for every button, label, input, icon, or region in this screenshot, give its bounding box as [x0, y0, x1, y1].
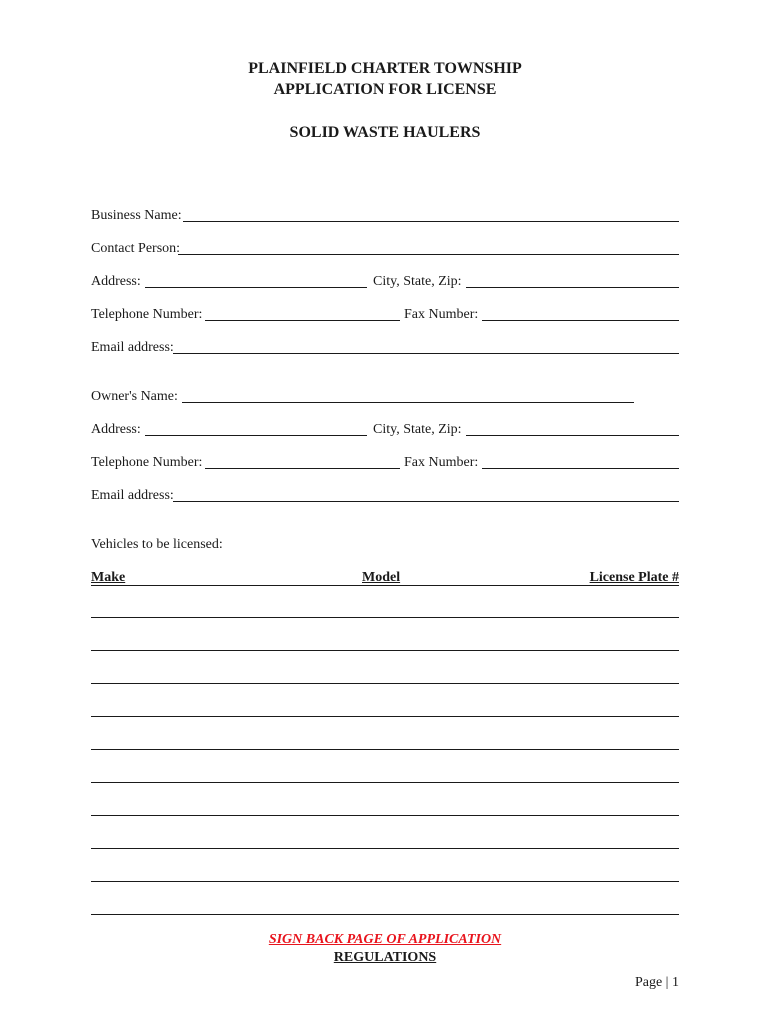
- owners-name-row: [91, 389, 679, 407]
- vehicle-entry-line[interactable]: [91, 749, 679, 750]
- owner-telephone-field[interactable]: [205, 468, 400, 469]
- contact-person-field[interactable]: [178, 254, 679, 255]
- business-email-row: [91, 340, 679, 358]
- owner-email-row: [91, 488, 679, 506]
- owner-telephone-label: Telephone Number:: [91, 455, 203, 470]
- owners-name-field[interactable]: [182, 402, 634, 403]
- business-telephone-row: [91, 307, 679, 325]
- business-address-row: [91, 274, 679, 292]
- contact-person-label: Contact Person:: [91, 241, 181, 256]
- business-address-field[interactable]: [145, 287, 367, 288]
- regulations-heading: REGULATIONS: [333, 950, 437, 965]
- owner-city-state-zip-field[interactable]: [466, 435, 679, 436]
- business-telephone-field[interactable]: [205, 320, 400, 321]
- owner-address-field[interactable]: [145, 435, 367, 436]
- sign-back-page-notice: SIGN BACK PAGE OF APPLICATION: [268, 932, 502, 947]
- business-address-label: Address:: [91, 274, 141, 289]
- owner-city-state-zip-label: City, State, Zip:: [373, 422, 462, 437]
- vehicle-entry-line[interactable]: [91, 650, 679, 651]
- column-header-make: Make: [91, 570, 126, 585]
- business-city-state-zip-label: City, State, Zip:: [373, 274, 462, 289]
- vehicles-intro-label: Vehicles to be licensed:: [91, 537, 223, 552]
- page-number: Page | 1: [634, 975, 679, 990]
- owner-address-label: Address:: [91, 422, 141, 437]
- vehicle-entry-line[interactable]: [91, 881, 679, 882]
- business-email-label: Email address:: [91, 340, 174, 355]
- vehicle-entry-line[interactable]: [91, 782, 679, 783]
- owner-fax-field[interactable]: [482, 468, 679, 469]
- vehicle-entry-line[interactable]: [91, 815, 679, 816]
- vehicle-entry-line[interactable]: [91, 617, 679, 618]
- owner-telephone-row: [91, 455, 679, 473]
- owner-email-field[interactable]: [173, 501, 679, 502]
- owner-address-row: [91, 422, 679, 440]
- contact-person-row: [91, 241, 679, 259]
- vehicle-entry-line[interactable]: [91, 914, 679, 915]
- vehicles-intro-row: [91, 537, 679, 555]
- column-header-model: Model: [362, 570, 401, 585]
- business-email-field[interactable]: [173, 353, 679, 354]
- owners-name-label: Owner's Name:: [91, 389, 178, 404]
- business-name-field[interactable]: [183, 221, 679, 222]
- license-type-title: SOLID WASTE HAULERS: [289, 124, 481, 141]
- column-header-license-plate: License Plate #: [589, 570, 679, 585]
- application-title: APPLICATION FOR LICENSE: [273, 81, 497, 98]
- owner-fax-label: Fax Number:: [404, 455, 479, 470]
- vehicle-entry-line[interactable]: [91, 716, 679, 717]
- vehicle-entry-line[interactable]: [91, 848, 679, 849]
- owner-email-label: Email address:: [91, 488, 174, 503]
- business-name-row: [91, 208, 679, 226]
- business-city-state-zip-field[interactable]: [466, 287, 679, 288]
- business-telephone-label: Telephone Number:: [91, 307, 203, 322]
- township-title: PLAINFIELD CHARTER TOWNSHIP: [248, 60, 522, 77]
- business-name-label: Business Name:: [91, 208, 182, 223]
- business-fax-field[interactable]: [482, 320, 679, 321]
- business-fax-label: Fax Number:: [404, 307, 479, 322]
- vehicle-entry-line[interactable]: [91, 683, 679, 684]
